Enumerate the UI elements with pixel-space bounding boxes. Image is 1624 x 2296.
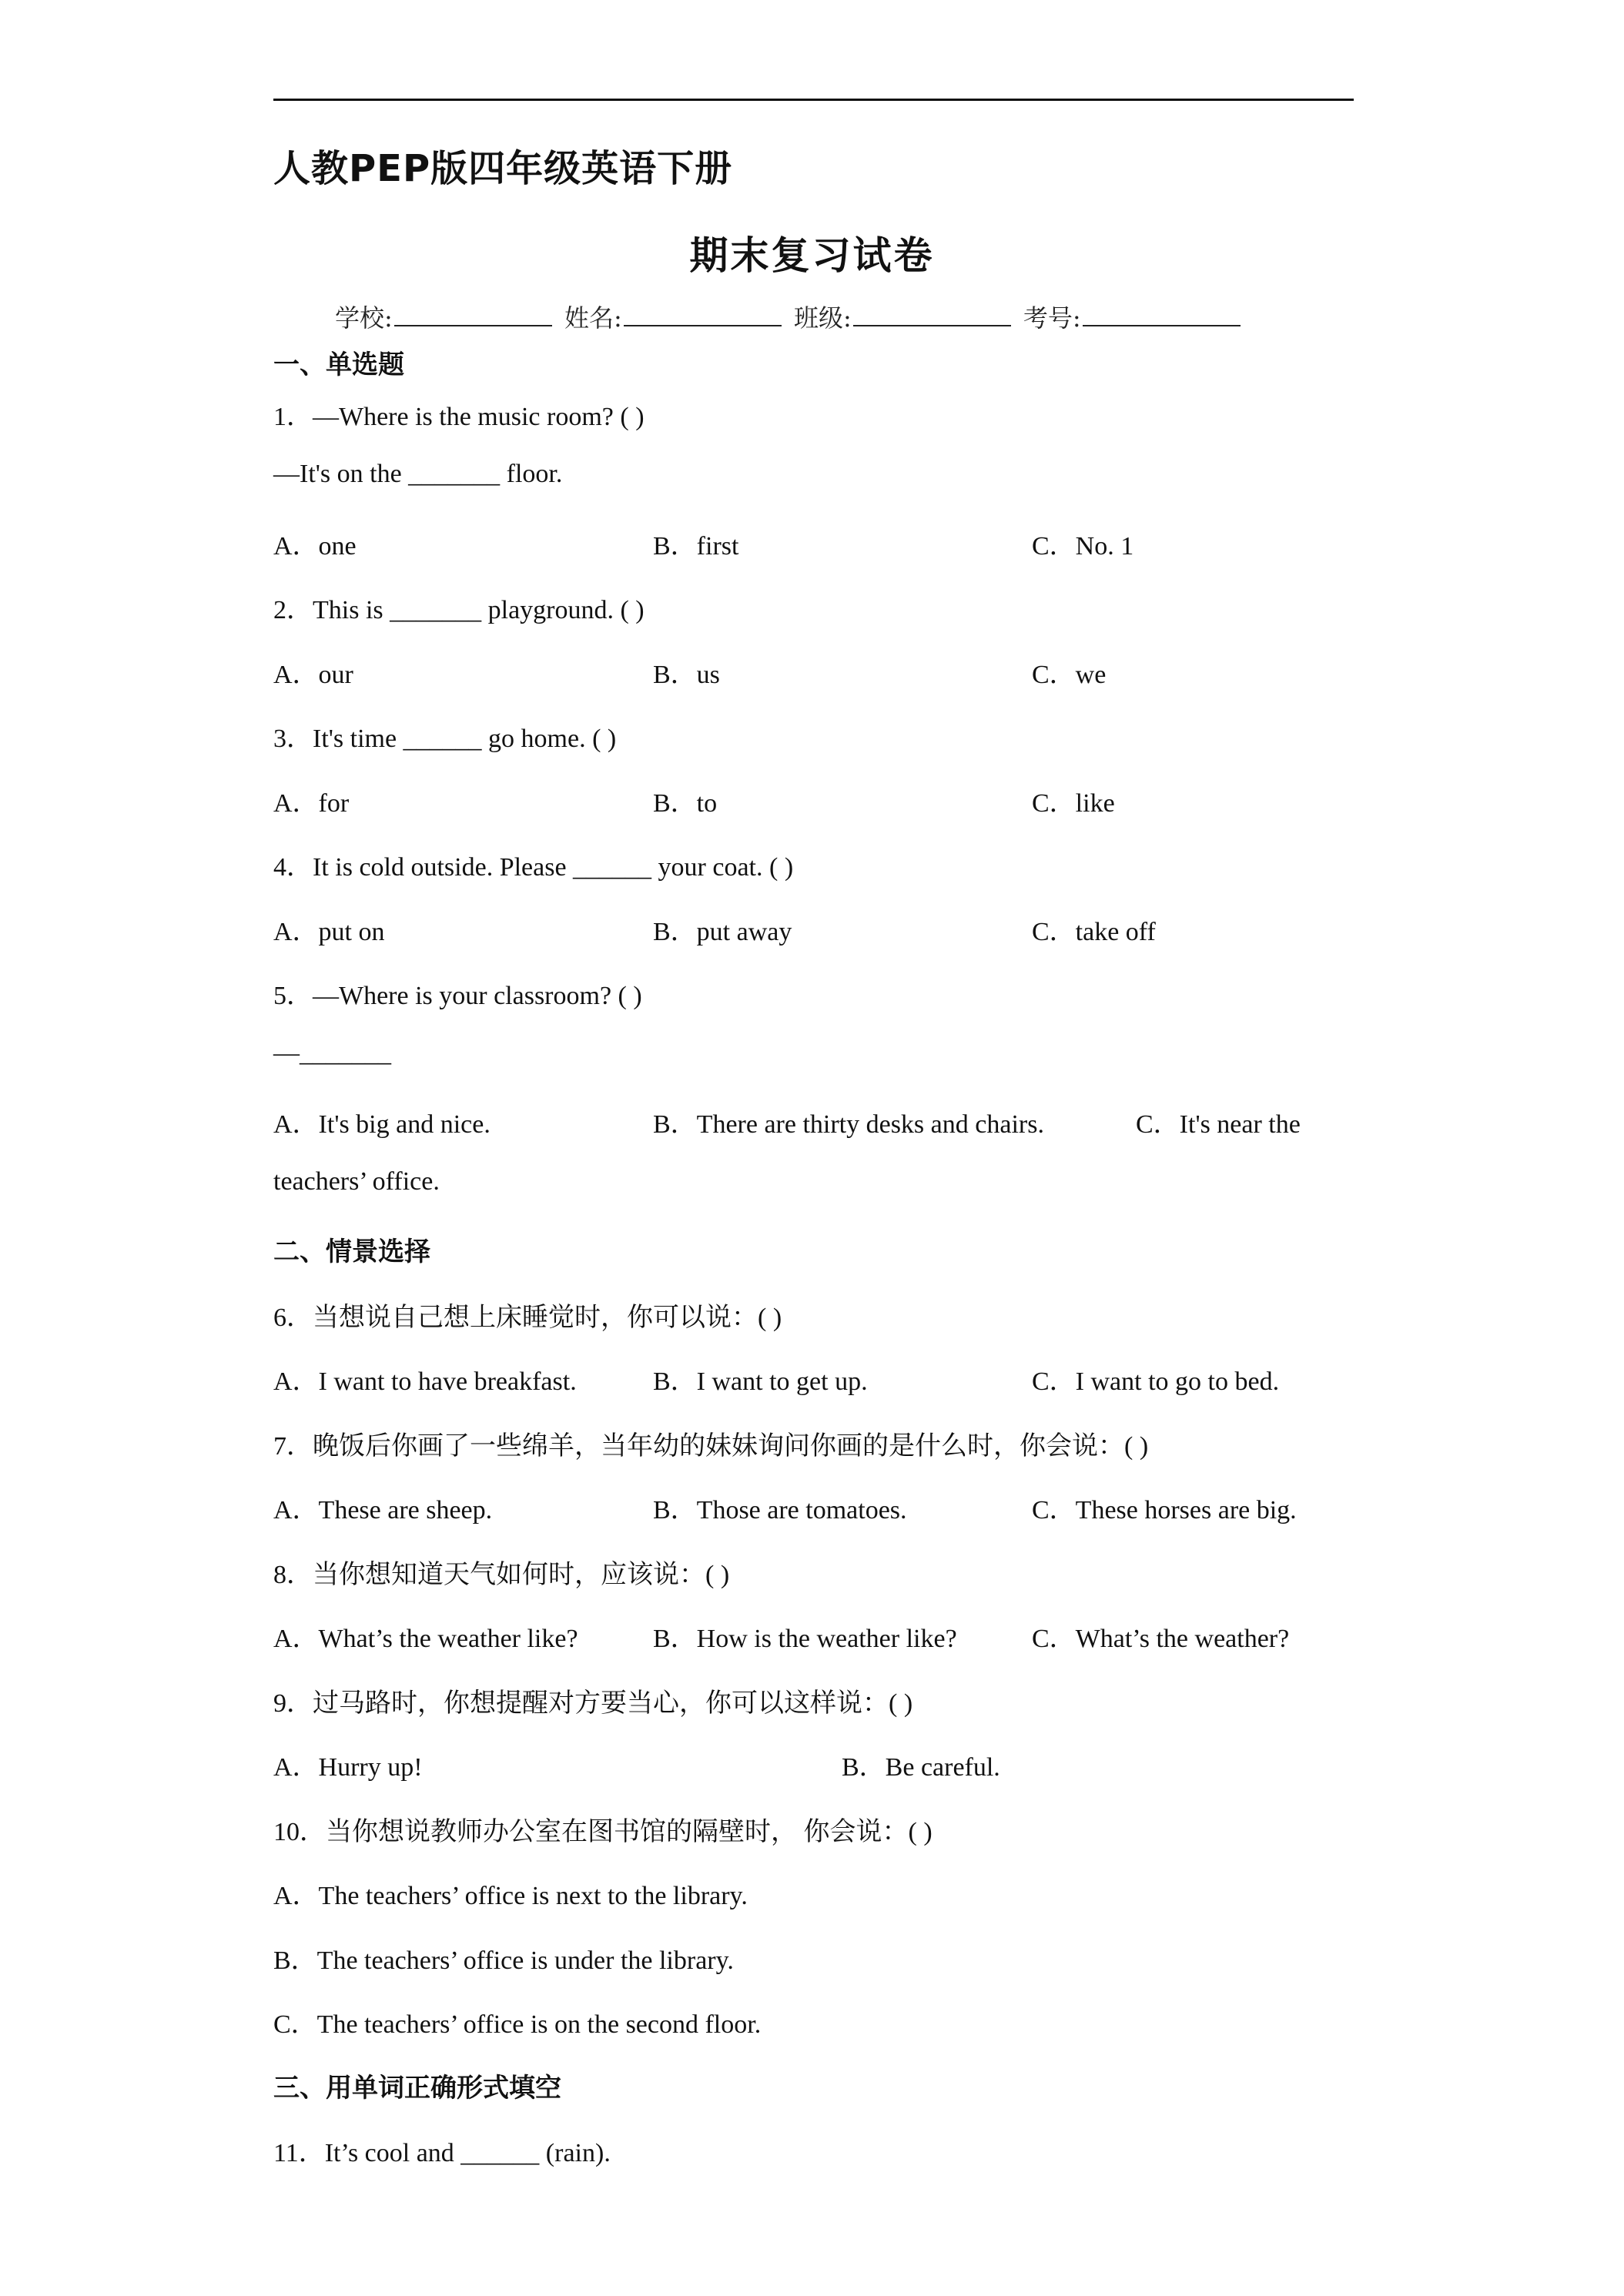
question-10-stem: 10．当你想说教师办公室在图书馆的隔壁时， 你会说：( ) — [273, 1818, 933, 1846]
question-1-stem: 1．—Where is the music room? ( ) — [273, 403, 645, 431]
question-3-stem: 3．It's time ______ go home. ( ) — [273, 725, 617, 753]
question-7-option-b[interactable]: B．Those are tomatoes. — [653, 1496, 907, 1525]
question-8-option-a[interactable]: A．What’s the weather like? — [273, 1625, 578, 1653]
question-5-stem: 5．—Where is your classroom? ( ) — [273, 982, 642, 1010]
question-8-option-c[interactable]: C．What’s the weather? — [1032, 1625, 1290, 1653]
student-info-row — [335, 299, 1245, 334]
question-7-option-a[interactable]: A．These are sheep. — [273, 1496, 493, 1525]
question-1-option-b[interactable]: B．first — [653, 532, 739, 561]
question-10-option-b[interactable]: B．The teachers’ office is under the library. — [273, 1946, 734, 1975]
question-6-option-c[interactable]: C．I want to go to bed. — [1032, 1367, 1280, 1396]
school-label: 学校: — [335, 303, 393, 333]
exam-number-blank[interactable] — [1083, 302, 1241, 326]
question-1-line2: —It's on the _______ floor. — [273, 460, 563, 488]
question-2-option-a[interactable]: A．our — [273, 661, 353, 689]
question-9-option-b[interactable]: B．Be careful. — [842, 1753, 1000, 1782]
question-4-option-b[interactable]: B．put away — [653, 918, 792, 946]
question-8-option-b[interactable]: B．How is the weather like? — [653, 1625, 957, 1653]
section-heading-single-choice: 一、单选题 — [273, 350, 404, 380]
question-10-option-a[interactable]: A．The teachers’ office is next to the library. — [273, 1882, 748, 1910]
name-blank[interactable] — [624, 302, 782, 326]
question-2-stem: 2．This is _______ playground. ( ) — [273, 596, 645, 624]
question-11-stem: 11．It’s cool and ______ (rain). — [273, 2139, 611, 2167]
question-7-stem: 7．晚饭后你画了一些绵羊，当年幼的妹妹询问你画的是什么时，你会说：( ) — [273, 1432, 1149, 1461]
section-heading-word-form: 三、用单词正确形式填空 — [273, 2073, 561, 2104]
question-5-option-c-continued: teachers’ office. — [273, 1167, 440, 1196]
class-label: 班级: — [793, 303, 852, 333]
question-4-stem: 4．It is cold outside. Please ______ your coat. ( ) — [273, 853, 794, 882]
question-8-stem: 8．当你想知道天气如何时，应该说：( ) — [273, 1561, 730, 1589]
question-6-option-b[interactable]: B．I want to get up. — [653, 1367, 868, 1396]
question-5-option-b[interactable]: B．There are thirty desks and chairs. — [653, 1110, 1044, 1139]
exam-number-label: 考号: — [1023, 303, 1081, 333]
document-subtitle: 期末复习试卷 — [689, 233, 935, 278]
name-label: 姓名: — [564, 303, 622, 333]
question-4-option-c[interactable]: C．take off — [1032, 918, 1156, 946]
question-5-line2: —_______ — [273, 1039, 391, 1067]
question-1-option-c[interactable]: C．No. 1 — [1032, 532, 1134, 561]
header-rule — [273, 99, 1354, 101]
school-blank[interactable] — [394, 302, 552, 326]
question-9-stem: 9．过马路时，你想提醒对方要当心，你可以这样说：( ) — [273, 1689, 913, 1718]
class-blank[interactable] — [853, 302, 1011, 326]
question-9-option-a[interactable]: A．Hurry up! — [273, 1753, 423, 1782]
section-heading-situational-choice: 二、情景选择 — [273, 1237, 430, 1267]
question-6-option-a[interactable]: A．I want to have breakfast. — [273, 1367, 577, 1396]
question-1-option-a[interactable]: A．one — [273, 532, 357, 561]
question-3-option-b[interactable]: B．to — [653, 789, 718, 818]
document-title: 人教PEP版四年级英语下册 — [273, 147, 733, 190]
question-6-stem: 6．当想说自己想上床睡觉时，你可以说：( ) — [273, 1304, 782, 1332]
question-7-option-c[interactable]: C．These horses are big. — [1032, 1496, 1297, 1525]
question-3-option-a[interactable]: A．for — [273, 789, 350, 818]
question-2-option-b[interactable]: B．us — [653, 661, 720, 689]
question-10-option-c[interactable]: C．The teachers’ office is on the second floor. — [273, 2010, 762, 2039]
question-3-option-c[interactable]: C．like — [1032, 789, 1115, 818]
question-4-option-a[interactable]: A．put on — [273, 918, 385, 946]
question-2-option-c[interactable]: C．we — [1032, 661, 1107, 689]
question-5-option-c[interactable]: C．It's near the — [1136, 1110, 1301, 1139]
question-5-option-a[interactable]: A．It's big and nice. — [273, 1110, 491, 1139]
